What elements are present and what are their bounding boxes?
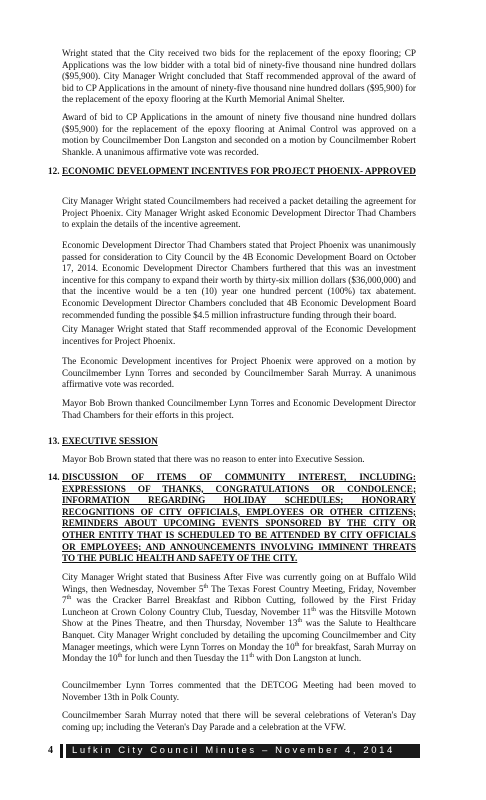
paragraph-bid-approval: Award of bid to CP Applications in the amount of ninety five thousand nine hundred dollars ($95,900) for the replacement of the epoxy flooring at Animal Control was approved on a motion by Councilmember Don Langston and seconded on a motion by Councilmember Robert Shankle. A unanimous affirmative vote was recorded. xyxy=(62,112,416,157)
page-number: 4 xyxy=(48,745,53,756)
paragraph-executive-session: Mayor Bob Brown stated that there was no reason to enter into Executive Session. xyxy=(62,454,365,464)
paragraph-veterans-day: Councilmember Sarah Murray noted that there will be several celebrations of Veteran's Day coming up; including the Veteran's Day Parade and a celebration at the VFW. xyxy=(62,710,416,732)
footer-divider xyxy=(60,744,63,758)
item-number-13: 13. xyxy=(48,436,60,446)
paragraph-phoenix-intro: City Manager Wright stated Councilmembers had received a packet detailing the agreement for Project Phoenix. City Manager Wright asked Economic Development Director Thad Chambers to explain the details of the incentive agreement. xyxy=(62,196,416,230)
paragraph-mayor-thanks: Mayor Bob Brown thanked Councilmember Lynn Torres and Economic Development Director Thad Chambers for their efforts in this project. xyxy=(62,398,416,420)
item-heading-14: DISCUSSION OF ITEMS OF COMMUNITY INTEREST, INCLUDING: EXPRESSIONS OF THANKS, CONGRATULATIONS OR CONDOLENCE; INFORMATION REGARDING HOLIDAY SCHEDULES; HONORARY RECOGNITIONS OF CITY OFFICIALS, EMPLOYEES OR OTHER CITIZENS; REMINDERS ABOUT UPCOMING EVENTS SPONSORED BY THE CITY OR OTHER ENTITY THAT IS SCHEDULED TO BE ATTENDED BY CITY OFFICIALS OR EMPLOYEES; AND ANNOUNCEMENTS INVOLVING IMMINENT THREATS TO THE PUBLIC HEALTH AND SAFETY OF THE CITY. xyxy=(62,472,416,564)
item-heading-12: ECONOMIC DEVELOPMENT INCENTIVES FOR PROJECT PHOENIX- APPROVED xyxy=(62,166,416,176)
paragraph-phoenix-details: Economic Development Director Thad Chambers stated that Project Phoenix was unanimously passed for consideration to City Council by the 4B Economic Development Board on October 17, 2014. Economic Development Director Chambers furthered that this was an investment incentive for this company to expand their worth by thirty-six million dollars ($36,000,000) and that the incentive would be a ten (10) year one hundred percent (100%) tax abatement. Economic Development Director Chambers concluded that 4B Economic Development Board recommended funding the possible $4.5 million infrastructure funding through their board. xyxy=(62,240,416,320)
item-number-14: 14. xyxy=(48,472,60,482)
paragraph-phoenix-recommendation: City Manager Wright stated that Staff recommended approval of the Economic Development incentives for Project Phoenix. xyxy=(62,324,416,346)
paragraph-detcog: Councilmember Lynn Torres commented that the DETCOG Meeting had been moved to November 13th in Polk County. xyxy=(62,680,416,702)
paragraph-upcoming-events: City Manager Wright stated that Business After Five was currently going on at Buffalo Wild Wings, then Wednesday, November 5th The Texas Forest Country Meeting, Friday, November 7th was the Cracker Barrel Breakfast and Ribbon Cutting, followed by the First Friday Luncheon at Crown Colony Country Club, Tuesday, November 11th was the Hitsville Motown Show at the Pines Theatre, and then Thursday, November 13th was the Salute to Healthcare Banquet. City Manager Wright concluded by detailing the upcoming Councilmember and City Manager meetings, which were Lynn Torres on Monday the 10th for breakfast, Sarah Murray on Monday the 10th for lunch and then Tuesday the 11th with Don Langston at lunch. xyxy=(62,572,417,664)
paragraph-bid-intro: Wright stated that the City received two bids for the replacement of the epoxy flooring; CP Applications was the low bidder with a total bid of ninety-five thousand nine hundred dollars ($95,900). City Manager Wright concluded that Staff recommended approval of the award of bid to CP Applications in the amount of ninety-five thousand nine hundred dollars ($95,900) for the replacement of the epoxy flooring at the Kurth Memorial Animal Shelter. xyxy=(62,48,416,105)
paragraph-phoenix-approval: The Economic Development incentives for Project Phoenix were approved on a motion by Councilmember Lynn Torres and seconded by Councilmember Sarah Murray. A unanimous affirmative vote was recorded. xyxy=(62,356,416,390)
item-heading-13: EXECUTIVE SESSION xyxy=(62,436,158,446)
footer-title: Lufkin City Council Minutes – November 4, 2014 xyxy=(72,745,395,756)
item-number-12: 12. xyxy=(48,166,60,176)
page-footer xyxy=(48,744,420,758)
